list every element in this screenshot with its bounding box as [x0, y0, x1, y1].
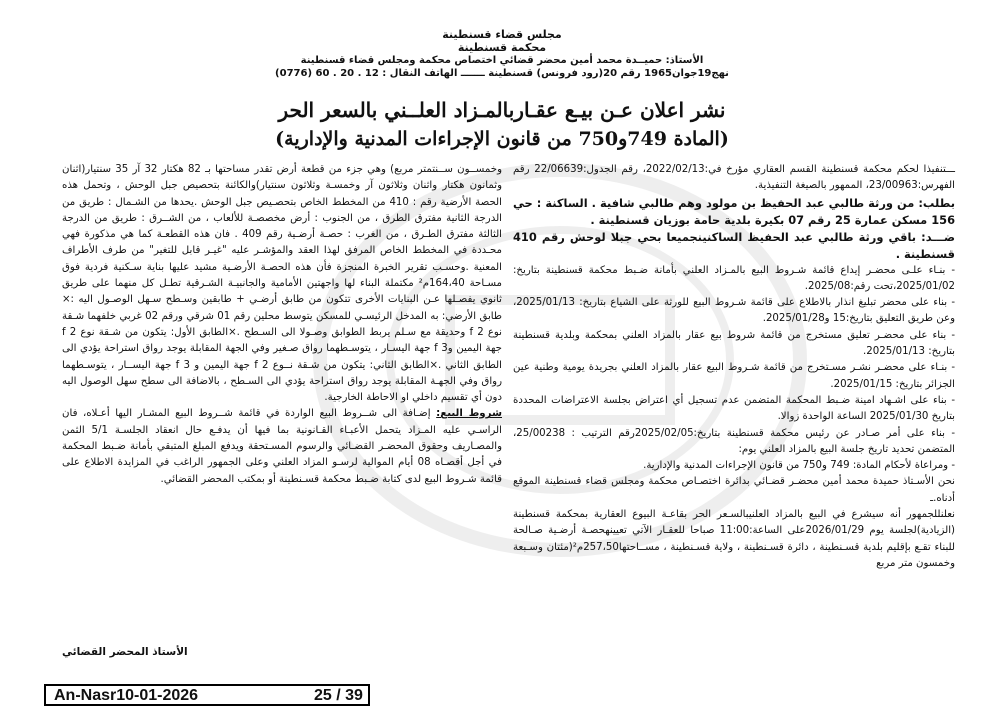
property-description: وخمســون ســنتمتر مربع) وهي جزء من قطعة أرض تقدر مساحتها بـ 82 هكتار 32 آر 35 سنتيار(اثنان وثمانون هكتار واثنان وثلاثون آر وخمسـة وثلاثون سنتيار)والكائنة بتحصيص جبل الوحش ، وتحمل هذه الحصة الأرضية رقم : 410 من المخطط الخاص بتحصـيص جبل الوحش .يحدها من الشـمال : طريق من الدرجة الثانية مفترق الطرق ، من الجنوب : أرض مخصصـة للألعاب ، من الشــرق : طريق من الدرجة الثالثة مفترق الطـرق ، من الغرب : حصـة أرضـية رقم 409 . فان هذه القطعـة كما هي مذكورة فهي محـددة في المخطط الخاص المرفق لهذا العقد والمؤشـر عليه "غيـر قابل للتغير" من طرف الأطراف المعنية .وحسـب تقرير الخبرة المنجزة فأن هذه الحصـة الأرضـية مشيد عليها بناية سـكنية فردية فوق مسـاحة 164،40م² مكتملة البناء لها واجهتين الأمامية والجانبيـة الشـرقية تطـل كل منهما على طريق ثانوي يفصـلها عـن البنايات الأخرى تتكون من طابق أرضـي + طابقين وسـطح سـهل الوصـول اليه :× طابق الأرضي: به المدخل الرئيسـي للمسكن يتوسط محلين رقم 01 شرقي ورقم 02 غربي خلفهما شـقة نوع f 2 وحديقة مع سـلم يربط الطوابق وصـولا الى السـطح .×الطابق الأول: يتكون من شـقة نوع f 2 جهة اليمين وf 3 جهة اليسـار ، يتوسـطهما رواق صـغير وفي الجهة المقابلة يوجد رواق استراحة يؤدي الى الطابق الثاني .×الطابق الثاني: يتكون من شـقة نــوع f 2 جهة اليمين و f 3 جهة اليســار ، يتوسـطهما رواق وفي الجهـة المقابلة يوجد رواق استراحة يؤدي الى السـطح ، بالاضافة الى سطح سهل الوصول اليه دون أي تقسيم داخلي او الاحاطة الخارجية. [62, 164, 503, 404]
page-number: 25 / 39 [314, 687, 363, 704]
objection-paragraph: - بناء على اشـهاد امينة ضـبط المحكمة المتضمن عدم تسجيل أي اعتراض بجلسة الاعتراضات المحددة بتاريخ 2025/01/30 الساعة الواحدة زوالا. [513, 394, 955, 423]
signature-line: الأستاذ المحضر القضائي [62, 646, 188, 658]
notice-paragraph: - بناء على محضر تبليغ انذار بالاطلاع على قائمة شـروط البيع للورثة على الشياع بتاريخ: 2025/01/13، وعن طريق التعليق بتاريخ:15 و2025/01/28. [513, 297, 955, 325]
announcement-paragraph: نعلنللجمهور أنه سيشرع في البيع بالمزاد العلنيبالسـعر الحر بقاعـة البيوع العقارية بمحكمة قسنطينة (الزيادية)لجلسة يوم 2026/01/29على الساعة:11:00 صباحا للعقـار الآتي تعيينهحصـة أرضـية صـالحة للبناء تقـع بإقليم بلدية قسـنطينة ، دائرة قسـنطينة ، ولاية قسـنطينة ، مســاحتها257،50م²(مئتان وسـبعة وخمسون متر مربع [513, 509, 956, 569]
publication-paragraph: - بنـاء على محضـر نشـر مسـتخرج من قائمة شـروط البيع عقار بالمزاد العلني بجريدة يومية وطنية عين الجزائر بتاريخ: 2025/01/15. [513, 362, 955, 390]
bailiff-statement: نحن الأسـتاذ حميدة محمد أمين محضـر قضـائي بدائرة اختصـاص محكمة ومجلس قضاء قسنطينة الموقع أدناه.ـ [513, 476, 955, 504]
document-header [0, 28, 1004, 80]
bailiff-address: نهج19جوان1965 رقم 20(رود فرونس) قسنطينة ـــــــ الهاتف النقال : 12 . 20 . 60 (0776) [275, 68, 729, 79]
judgment-paragraph: ـــتنفيذا لحكم محكمة قسنطينة القسم العقاري مؤرخ في:2022/02/13، رقم الجدول:22/06639 رقم الفهرس:23/00963، الممهور بالصيغة التنفيذية. [513, 164, 955, 192]
newspaper-reference: An-Nasr10-01-2026 [54, 687, 199, 704]
right-column [513, 162, 955, 572]
posting-paragraph: - بناء على محضـر تعليق مستخرج من قائمة شروط بيع عقار بالمزاد العلني بمحكمة وبلدية قسنطينة بتاريخ: 2025/01/13. [513, 329, 955, 358]
against-paragraph: ضـــد: باقي ورثة طالبي عبد الحفيظ الساكنينجميعا بحي جبلا لوحش رقم 410 قسنطينة . [513, 229, 955, 261]
notice-title: نشر اعلان عـن بيـع عقـاربالمـزاد العلــني بالسعر الحر [278, 98, 726, 122]
court-name: محكمة قسنطينة [457, 41, 547, 54]
order-paragraph: - بناء على أمر صـادر عن رئيس محكمة قسنطينة بتاريخ:2025/02/05رقم الترتيب : 25/00238، المتضمن تحديد تاريخ جلسة البيع بالمزاد العلني يوم: [513, 427, 956, 455]
conditions-text: إضـافة الى شــروط البيع الواردة في قائمة شــروط البيع المشـار اليها أعـلاه، فان الراسـي عليه المـزاد يتحمل الأعبـاء القـانونية بما فيها أن يدفـع حال انعقاد الجلسـة 5/1 الثمن والمصـاريف وحقوق المحضـر القضـائي والرسوم المسـتحقة ويدفع المبلغ المتبقي بأمانة ضـبط المحكمة في أجل أقصـاه 08 أيام الموالية لرسـو المزاد العلني وعلى الجمهور الراغب في المزايدة الاطلاع على قائمة شـروط البيع لدى كتابة ضـبط محكمة قسـنطينة أو بمكتب المحضر القضائي. [62, 408, 502, 485]
applicant-paragraph: بطلب: من ورثة طالبي عبد الحفيظ بن مولود وهم طالبي شافية . الساكنة : حي 156 مسكن عمارة 25 رقم 07 بكيرة بلدية حامة بوزيان قسنطينة . [513, 195, 955, 227]
left-column [62, 162, 502, 488]
deposit-paragraph: - بنـاء علـى محضـر إيداع قائمة شـروط البيع بالمـزاد العلني بأمانة ضـبط محكمة قسنطينة بتاريخ: 2025/01/02،تحت رقم:2025/08. [513, 264, 955, 292]
conditions-paragraph [62, 406, 502, 487]
footer-box [44, 684, 370, 706]
council-name: مجلس قضاء قسنطينة [442, 28, 562, 41]
bailiff-name: الأستاذ: حميــدة محمد أمين محضر قضائي اختصاص محكمة ومجلس قضاء قسنطينة [300, 55, 704, 66]
articles-paragraph: - ومراعاة لأحكام المادة: 749 و750 من قانون الإجراءات المدنية والإدارية. [643, 460, 955, 472]
conditions-label: شروط البيع: [436, 408, 502, 420]
notice-subtitle: (المادة 749و750 من قانون الإجراءات المدنية والإدارية) [275, 128, 729, 150]
